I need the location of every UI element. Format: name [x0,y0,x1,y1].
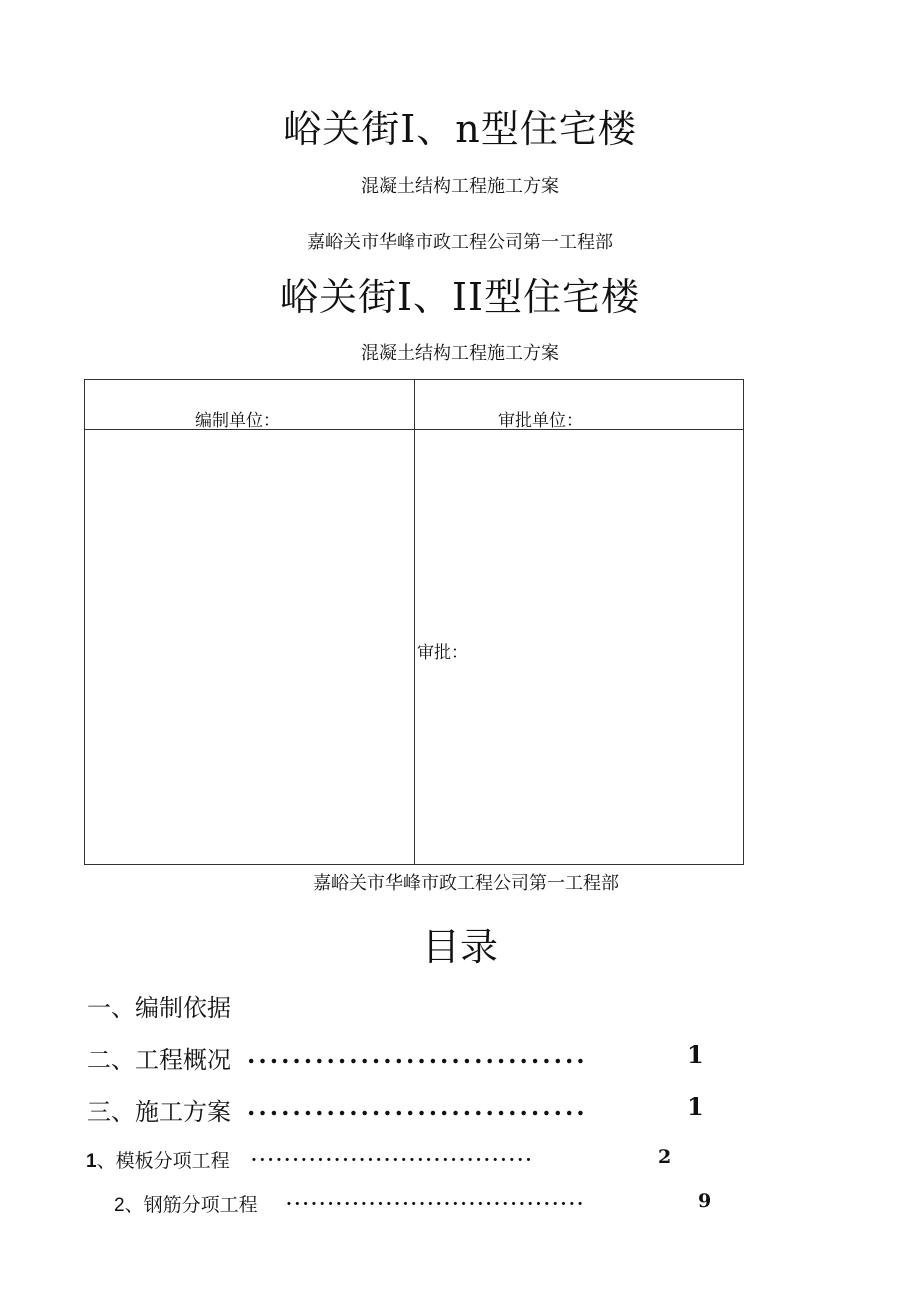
compile-unit-label: 编制单位： [195,411,280,431]
approve-label: 审批： [417,643,468,663]
toc-leader-dots: .................................... [286,1190,586,1210]
toc-subitem[interactable] [114,1190,712,1217]
toc-item-label: 一、编制依据 [87,994,231,1022]
toc-leader-dots: .............................. [247,1092,588,1121]
toc-page-number: 2 [658,1146,672,1168]
toc-item[interactable] [87,1040,704,1075]
document-title: 峪关街I、n型住宅楼 [283,107,637,151]
document-subtitle-repeat: 混凝土结构工程施工方案 [361,343,559,364]
toc-title: 目录 [421,925,498,969]
toc-leader-dots: .............................. [247,1040,588,1069]
document-subtitle: 混凝土结构工程施工方案 [361,176,559,197]
toc-item-label: 二、工程概况 [87,1046,231,1074]
toc-item[interactable] [87,1092,704,1127]
toc-subitem-number: 1 [86,1151,97,1172]
approve-unit-label: 审批单位： [498,411,583,431]
document-title-repeat: 峪关街I、II型住宅楼 [279,275,641,319]
toc-leader-dots: .................................. [251,1146,534,1166]
toc-item[interactable] [87,988,231,1023]
toc-item-label: 、钢筋分项工程 [124,1194,258,1216]
toc-subitem-number: 2 [114,1195,125,1216]
company-name: 嘉峪关市华峰市政工程公司第一工程部 [307,232,613,253]
company-name-footer: 嘉峪关市华峰市政工程公司第一工程部 [313,873,619,894]
toc-item-label: 三、施工方案 [87,1098,231,1126]
toc-item-label: 、模板分项工程 [96,1150,230,1172]
toc-page-number: 1 [687,1040,704,1069]
toc-page-number: 1 [687,1092,704,1121]
toc-page-number: 9 [698,1190,712,1212]
toc-subitem[interactable] [86,1146,672,1173]
